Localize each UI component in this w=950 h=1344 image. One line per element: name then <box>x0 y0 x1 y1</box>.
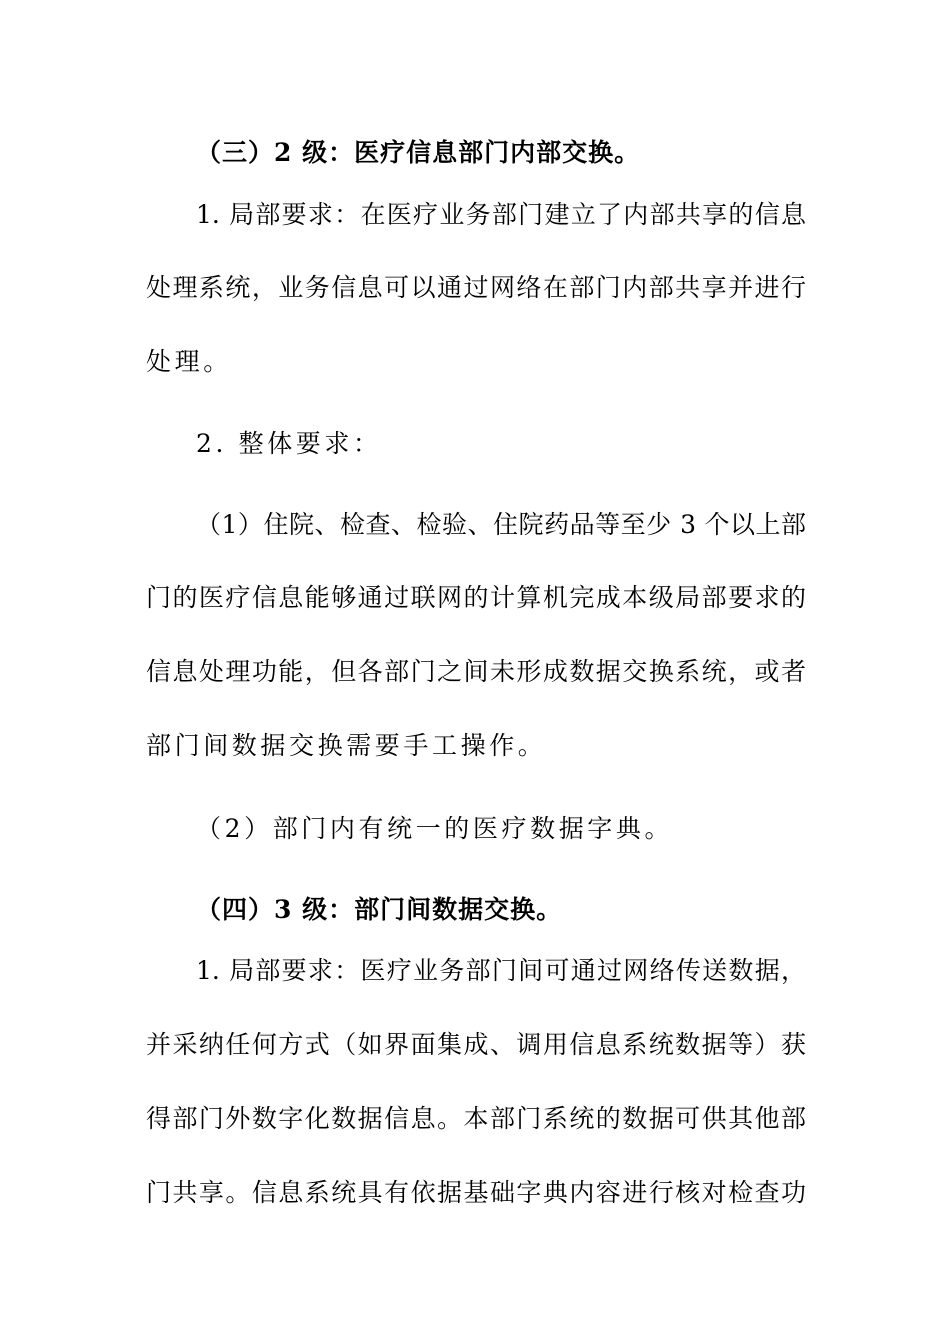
paragraph-line: 门的医疗信息能够通过联网的计算机完成本级局部要求的 <box>146 583 806 612</box>
paragraph-line: 处理。 <box>146 347 232 376</box>
paragraph-line: 2. 整体要求： <box>196 429 382 458</box>
paragraph-line: （2）部门内有统一的医疗数据字典。 <box>196 814 674 843</box>
paragraph-line: 1. 局部要求：在医疗业务部门建立了内部共享的信息 <box>196 200 806 229</box>
paragraph-line: 部门间数据交换需要手工操作。 <box>146 731 547 760</box>
paragraph-line: 并采纳任何方式（如界面集成、调用信息系统数据等）获 <box>146 1030 806 1059</box>
paragraph-line: 1. 局部要求：医疗业务部门间可通过网络传送数据， <box>196 956 806 985</box>
section-heading-level-2: （三）2 级：医疗信息部门内部交换。 <box>196 138 641 167</box>
paragraph-line: 得部门外数字化数据信息。本部门系统的数据可供其他部 <box>146 1104 806 1133</box>
paragraph-line: 门共享。信息系统具有依据基础字典内容进行核对检查功 <box>146 1178 806 1207</box>
paragraph-line: 处理系统，业务信息可以通过网络在部门内部共享并进行 <box>146 273 806 302</box>
paragraph-line: （1）住院、检查、检验、住院药品等至少 3 个以上部 <box>196 510 806 539</box>
paragraph-line: 信息处理功能，但各部门之间未形成数据交换系统，或者 <box>146 657 806 686</box>
section-heading-level-3: （四）3 级：部门间数据交换。 <box>196 895 563 924</box>
